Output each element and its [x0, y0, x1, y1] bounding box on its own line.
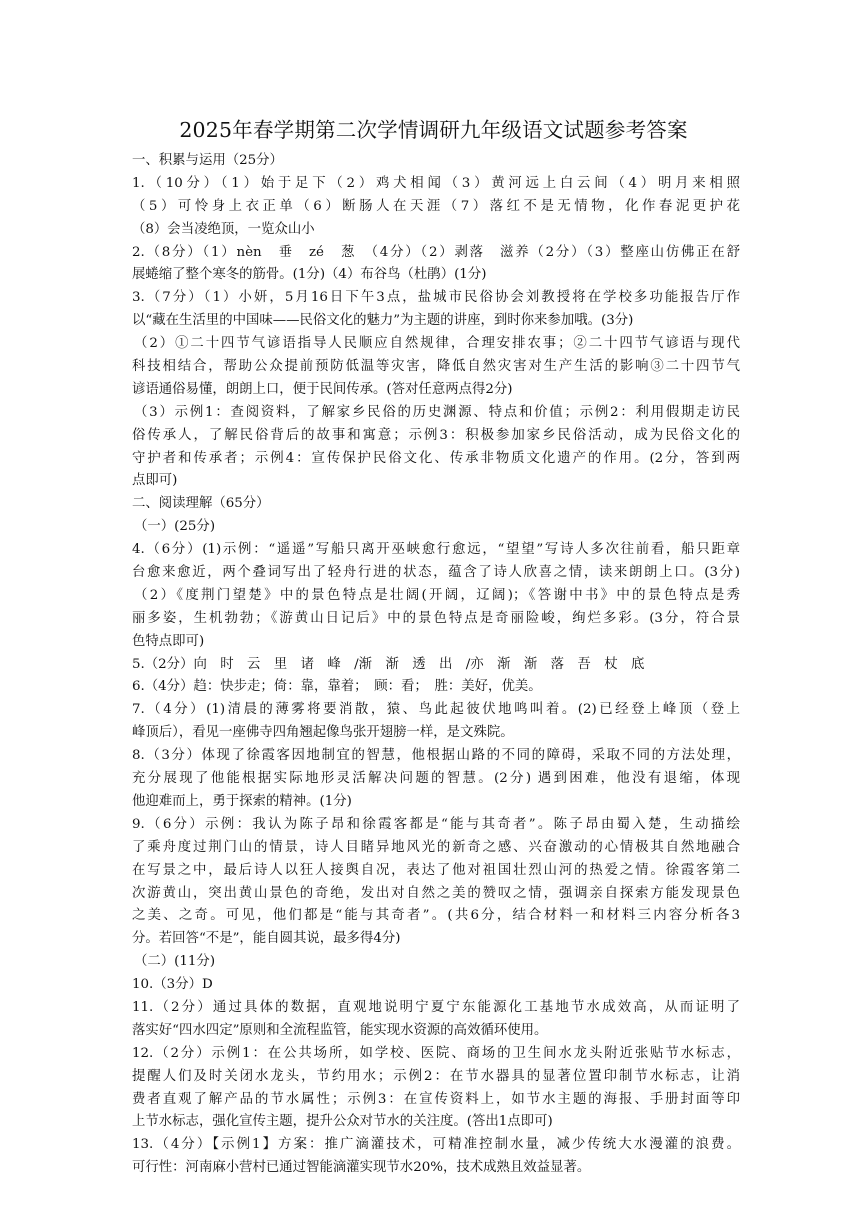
text-line: 谚语通俗易懂，朗朗上口，便于民间传承。(答对任意两点得2分) — [132, 381, 513, 397]
text-line: 守护者和传承者；示例4：宣传保护民俗文化、传承非物质文化遗产的作用。(2分，答到两 — [132, 450, 740, 466]
text-line: 10.（3分）D — [132, 977, 213, 993]
text-line: 3.（7分）（1）小妍，5月16日下午3点，盐城市民俗协会刘教授将在学校多功能报告厅作 — [132, 290, 740, 306]
text-line: 9.（6分）示例：我认为陈子昂和徐霞客都是“能与其奇者”。陈子昂由蜀入楚，生动描绘 — [132, 816, 740, 832]
text-line: 色特点即可) — [132, 633, 205, 649]
text-line: 8.（3分）体现了徐霞客因地制宜的智慧，他根据山路的不同的障碍，采取不同的方法处理， — [132, 748, 740, 764]
answer-body — [132, 150, 740, 1180]
text-line: 11.（2分）通过具体的数据，直观地说明宁夏宁东能源化工基地节水成效高，从而证明了 — [132, 999, 740, 1015]
text-line: 6.（4分）趋：快步走；倚：靠，靠着； 顾：看； 胜：美好，优美。 — [132, 679, 542, 695]
text-line: （5）可怜身上衣正单（6）断肠人在天涯（7）落红不是无情物，化作春泥更护花 — [132, 198, 740, 214]
text-line: 在写景之中，最后诗人以狂人接舆自况，表达了他对祖国壮烈山河的热爱之情。徐霞客第二 — [132, 862, 740, 878]
text-line: （2）《度荆门望楚》中的景色特点是壮阔(开阔，辽阔)；《答谢中书》中的景色特点是秀 — [134, 587, 740, 603]
text-line: 2.（8分）（1）nèn 垂 zé 葱 （4分）（2）剥落 滋养（2分）（3）整座山仿佛正在舒 — [132, 244, 740, 260]
text-line: 他迎难而上，勇于探索的精神。(1分) — [132, 793, 352, 809]
text-line: 俗传承人，了解民俗背后的故事和寓意；示例3：积极参加家乡民俗活动，成为民俗文化的 — [132, 427, 740, 443]
text-line: 了乘舟度过荆门山的情景，诗人目睹异地风光的新奇之感、兴奋激动的心情极其自然地融合 — [132, 839, 740, 855]
text-line: 提醒人们及时关闭水龙头，节约用水；示例2：在节水器具的显著位置印制节水标志，让消 — [132, 1068, 740, 1084]
text-line: 以“藏在生活里的中国味——民俗文化的魅力”为主题的讲座，到时你来参加哦。(3分) — [132, 313, 634, 329]
text-line: 科技相结合，帮助公众提前预防低温等灾害，降低自然灾害对生产生活的影响③二十四节气 — [132, 359, 740, 375]
text-line: （二）(11分) — [134, 954, 216, 970]
text-line: 费者直观了解产品的节水属性；示例3：在宣传资料上，如节水主题的海报、手册封面等印 — [132, 1091, 740, 1107]
text-line: 峰顶后），看见一座佛寺四角翘起像鸟张开翅膀一样，是文殊院。 — [132, 725, 514, 741]
text-line: 点即可) — [132, 473, 178, 489]
text-line: 可行性：河南麻小营村已通过智能滴灌实现节水20%，技术成熟且效益显著。 — [132, 1160, 591, 1176]
text-line: 充分展现了他能根据实际地形灵活解决问题的智慧。(2分) 遇到困难，他没有退缩，体现 — [132, 771, 740, 787]
text-line: （2）①二十四节气谚语指导人民顺应自然规律，合理安排农事；②二十四节气谚语与现代 — [134, 336, 740, 352]
text-line: 之美、之奇。可见，他们都是“能与其奇者”。(共6分，结合材料一和材料三内容分析各3 — [132, 908, 740, 924]
text-line: 丽多姿，生机勃勃；《游黄山日记后》中的景色特点是奇丽险峻，绚烂多彩。(3分，符合景 — [132, 610, 740, 626]
document-title: 2025年春学期第二次学情调研九年级语文试题参考答案 — [179, 118, 688, 142]
text-line: （3）示例1：查阅资料，了解家乡民俗的历史渊源、特点和价值；示例2：利用假期走访民 — [134, 404, 740, 420]
text-line: 次游黄山，突出黄山景色的奇绝，发出对自然之美的赞叹之情，强调亲自探索方能发现景色 — [132, 885, 740, 901]
text-line: 上节水标志，强化宣传主题，提升公众对节水的关注度。(答出1点即可) — [132, 1114, 553, 1130]
text-line: 落实好“四水四定”原则和全流程监管，能实现水资源的高效循环使用。 — [132, 1022, 548, 1038]
text-line: 7.（4分）(1)清晨的薄雾将要消散，猿、鸟此起彼伏地鸣叫着。(2)已经登上峰顶（登上 — [132, 702, 740, 718]
text-line: （一）(25分) — [134, 519, 216, 535]
text-line: 展蜷缩了整个寒冬的筋骨。(1分)（4）布谷鸟（杜鹃）(1分) — [132, 267, 487, 283]
text-line: 分。若回答“不是”，能自圆其说，最多得4分) — [132, 931, 401, 947]
text-line: 13.（4分）【示例1】方案：推广滴灌技术，可精准控制水量，减少传统大水漫灌的浪费。 — [132, 1137, 740, 1153]
text-line: 1.（10分）（1）始于足下（2）鸡犬相闻（3）黄河远上白云间（4）明月来相照 — [132, 175, 740, 191]
text-line: 二、阅读理解（65分） — [132, 496, 270, 512]
text-line: 一、积累与运用（25分） — [132, 153, 283, 168]
text-line: （8）会当凌绝顶，一览众山小 — [132, 221, 315, 237]
text-line: 5.（2分）向 时 云 里 诸 峰 /渐 渐 透 出 /亦 渐 渐 落 吾 杖 底 — [132, 656, 645, 672]
text-line: 4.（6分）(1)示例：“遥遥”写船只离开巫峡愈行愈远，“望望”写诗人多次往前看，船只距章 — [132, 542, 740, 558]
text-line: 台愈来愈近，两个叠词写出了轻舟行进的状态，蕴含了诗人欣喜之情，读来朗朗上口。(3分) — [132, 565, 740, 581]
text-line: 12.（2分）示例1：在公共场所，如学校、医院、商场的卫生间水龙头附近张贴节水标志， — [132, 1045, 740, 1061]
